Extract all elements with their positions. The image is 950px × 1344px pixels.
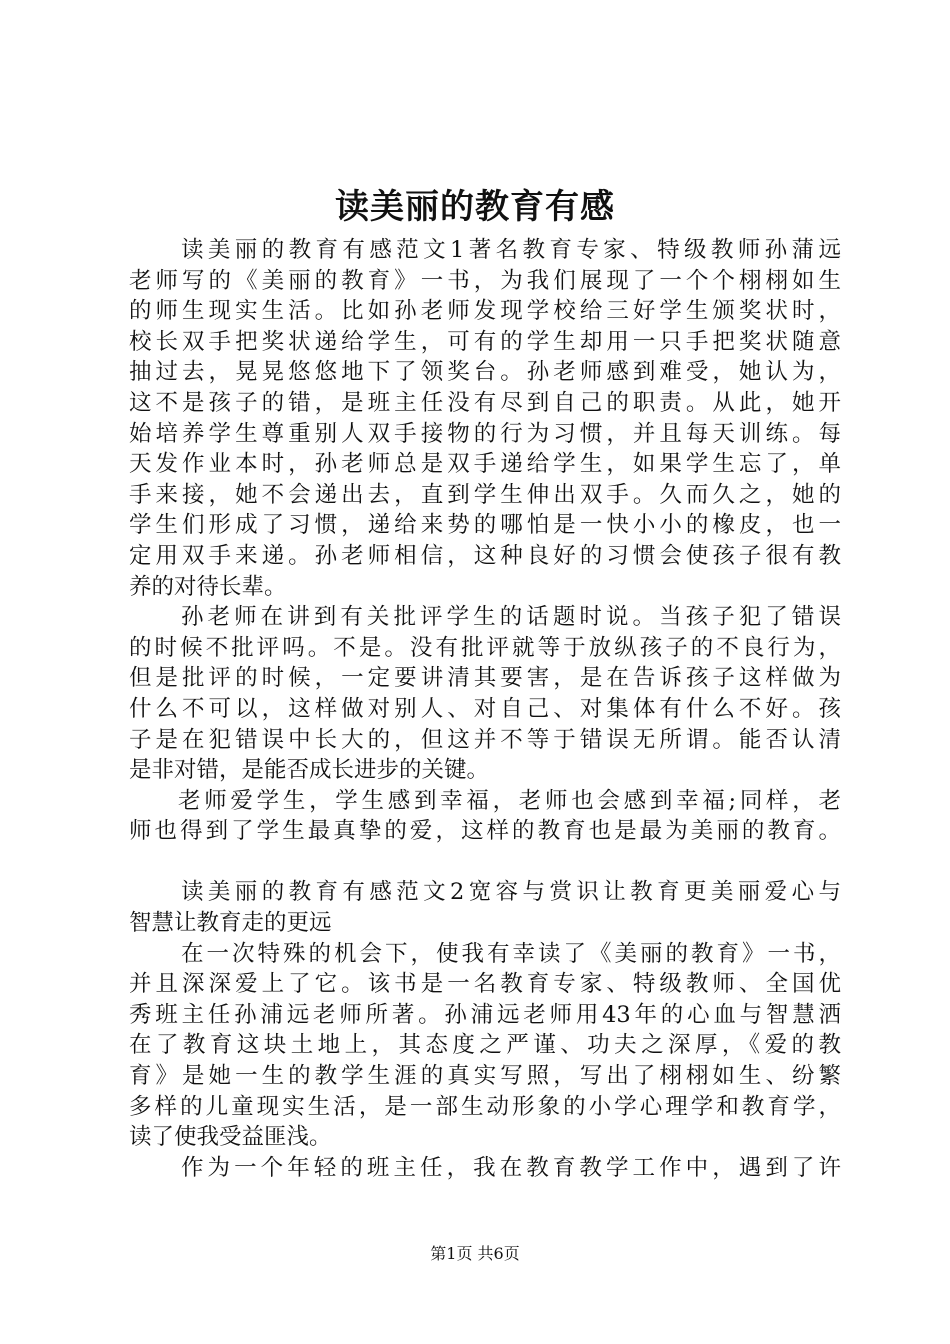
paragraph-line: 读美丽的教育有感范文2宽容与赏识让教育更美丽爱心与 [181, 879, 841, 906]
paragraph-line: 这不是孩子的错，是班主任没有尽到自己的职责。从此，她开 [129, 389, 841, 416]
paragraph-line: 什么不可以，这样做对别人、对自己、对集体有什么不好。孩 [129, 695, 841, 722]
paragraph-line: 育》是她一生的教学生涯的真实写照，写出了栩栩如生、纷繁 [129, 1063, 841, 1090]
paragraph-line: 抽过去，晃晃悠悠地下了领奖台。孙老师感到难受，她认为， [129, 359, 841, 386]
paragraph-line: 智慧让教育走的更远 [129, 910, 332, 937]
paragraph-line: 养的对待长辈。 [129, 573, 287, 600]
paragraph-line: 在了教育这块土地上，其态度之严谨、功夫之深厚，《爱的教 [129, 1032, 841, 1059]
paragraph-line: 并且深深爱上了它。该书是一名教育专家、特级教师、全国优 [129, 971, 841, 998]
paragraph-line: 但是批评的时候，一定要讲清其要害，是在告诉孩子这样做为 [129, 665, 841, 692]
paragraph-line: 定用双手来递。孙老师相信，这种良好的习惯会使孩子很有教 [129, 542, 841, 569]
paragraph-line: 在一次特殊的机会下，使我有幸读了《美丽的教育》一书， [181, 940, 841, 967]
paragraph-line: 作为一个年轻的班主任，我在教育教学工作中，遇到了许 [181, 1154, 841, 1181]
paragraph-line: 多样的儿童现实生活，是一部生动形象的小学心理学和教育学， [129, 1093, 841, 1120]
paragraph-line: 天发作业本时，孙老师总是双手递给学生，如果学生忘了，单 [129, 451, 841, 478]
paragraph-line: 秀班主任孙浦远老师所著。孙浦远老师用43年的心血与智慧洒 [129, 1001, 841, 1028]
blank-line [129, 847, 841, 878]
page-footer: 第1页 共6页 [430, 1244, 520, 1263]
paragraph-line: 是非对错，是能否成长进步的关键。 [129, 757, 490, 784]
paragraph-line: 始培养学生尊重别人双手接物的行为习惯，并且每天训练。每 [129, 420, 841, 447]
paragraph-line: 老师写的《美丽的教育》一书，为我们展现了一个个栩栩如生 [129, 267, 841, 294]
paragraph-line: 手来接，她不会递出去，直到学生伸出双手。久而久之，她的 [129, 481, 841, 508]
paragraph-line: 校长双手把奖状递给学生，可有的学生却用一只手把奖状随意 [129, 328, 841, 355]
paragraph-line: 学生们形成了习惯，递给来势的哪怕是一快小小的橡皮，也一 [129, 512, 841, 539]
paragraph-line: 的师生现实生活。比如孙老师发现学校给三好学生颁奖状时， [129, 298, 841, 325]
paragraph-line: 读了使我受益匪浅。 [129, 1124, 332, 1151]
paragraph-line: 读美丽的教育有感范文1著名教育专家、特级教师孙蒲远 [181, 237, 841, 263]
paragraph-line: 子是在犯错误中长大的，但这并不等于错误无所谓。能否认清 [129, 726, 841, 753]
page-title: 读美丽的教育有感 [335, 187, 615, 227]
paragraph-line: 的时候不批评吗。不是。没有批评就等于放纵孩子的不良行为， [129, 634, 841, 661]
document-body [129, 235, 841, 1183]
paragraph-line: 老师爱学生，学生感到幸福，老师也会感到幸福;同样，老 [178, 787, 841, 814]
paragraph-line: 孙老师在讲到有关批评学生的话题时说。当孩子犯了错误 [181, 604, 841, 631]
paragraph-line: 师也得到了学生最真挚的爱，这样的教育也是最为美丽的教育。 [129, 818, 841, 845]
